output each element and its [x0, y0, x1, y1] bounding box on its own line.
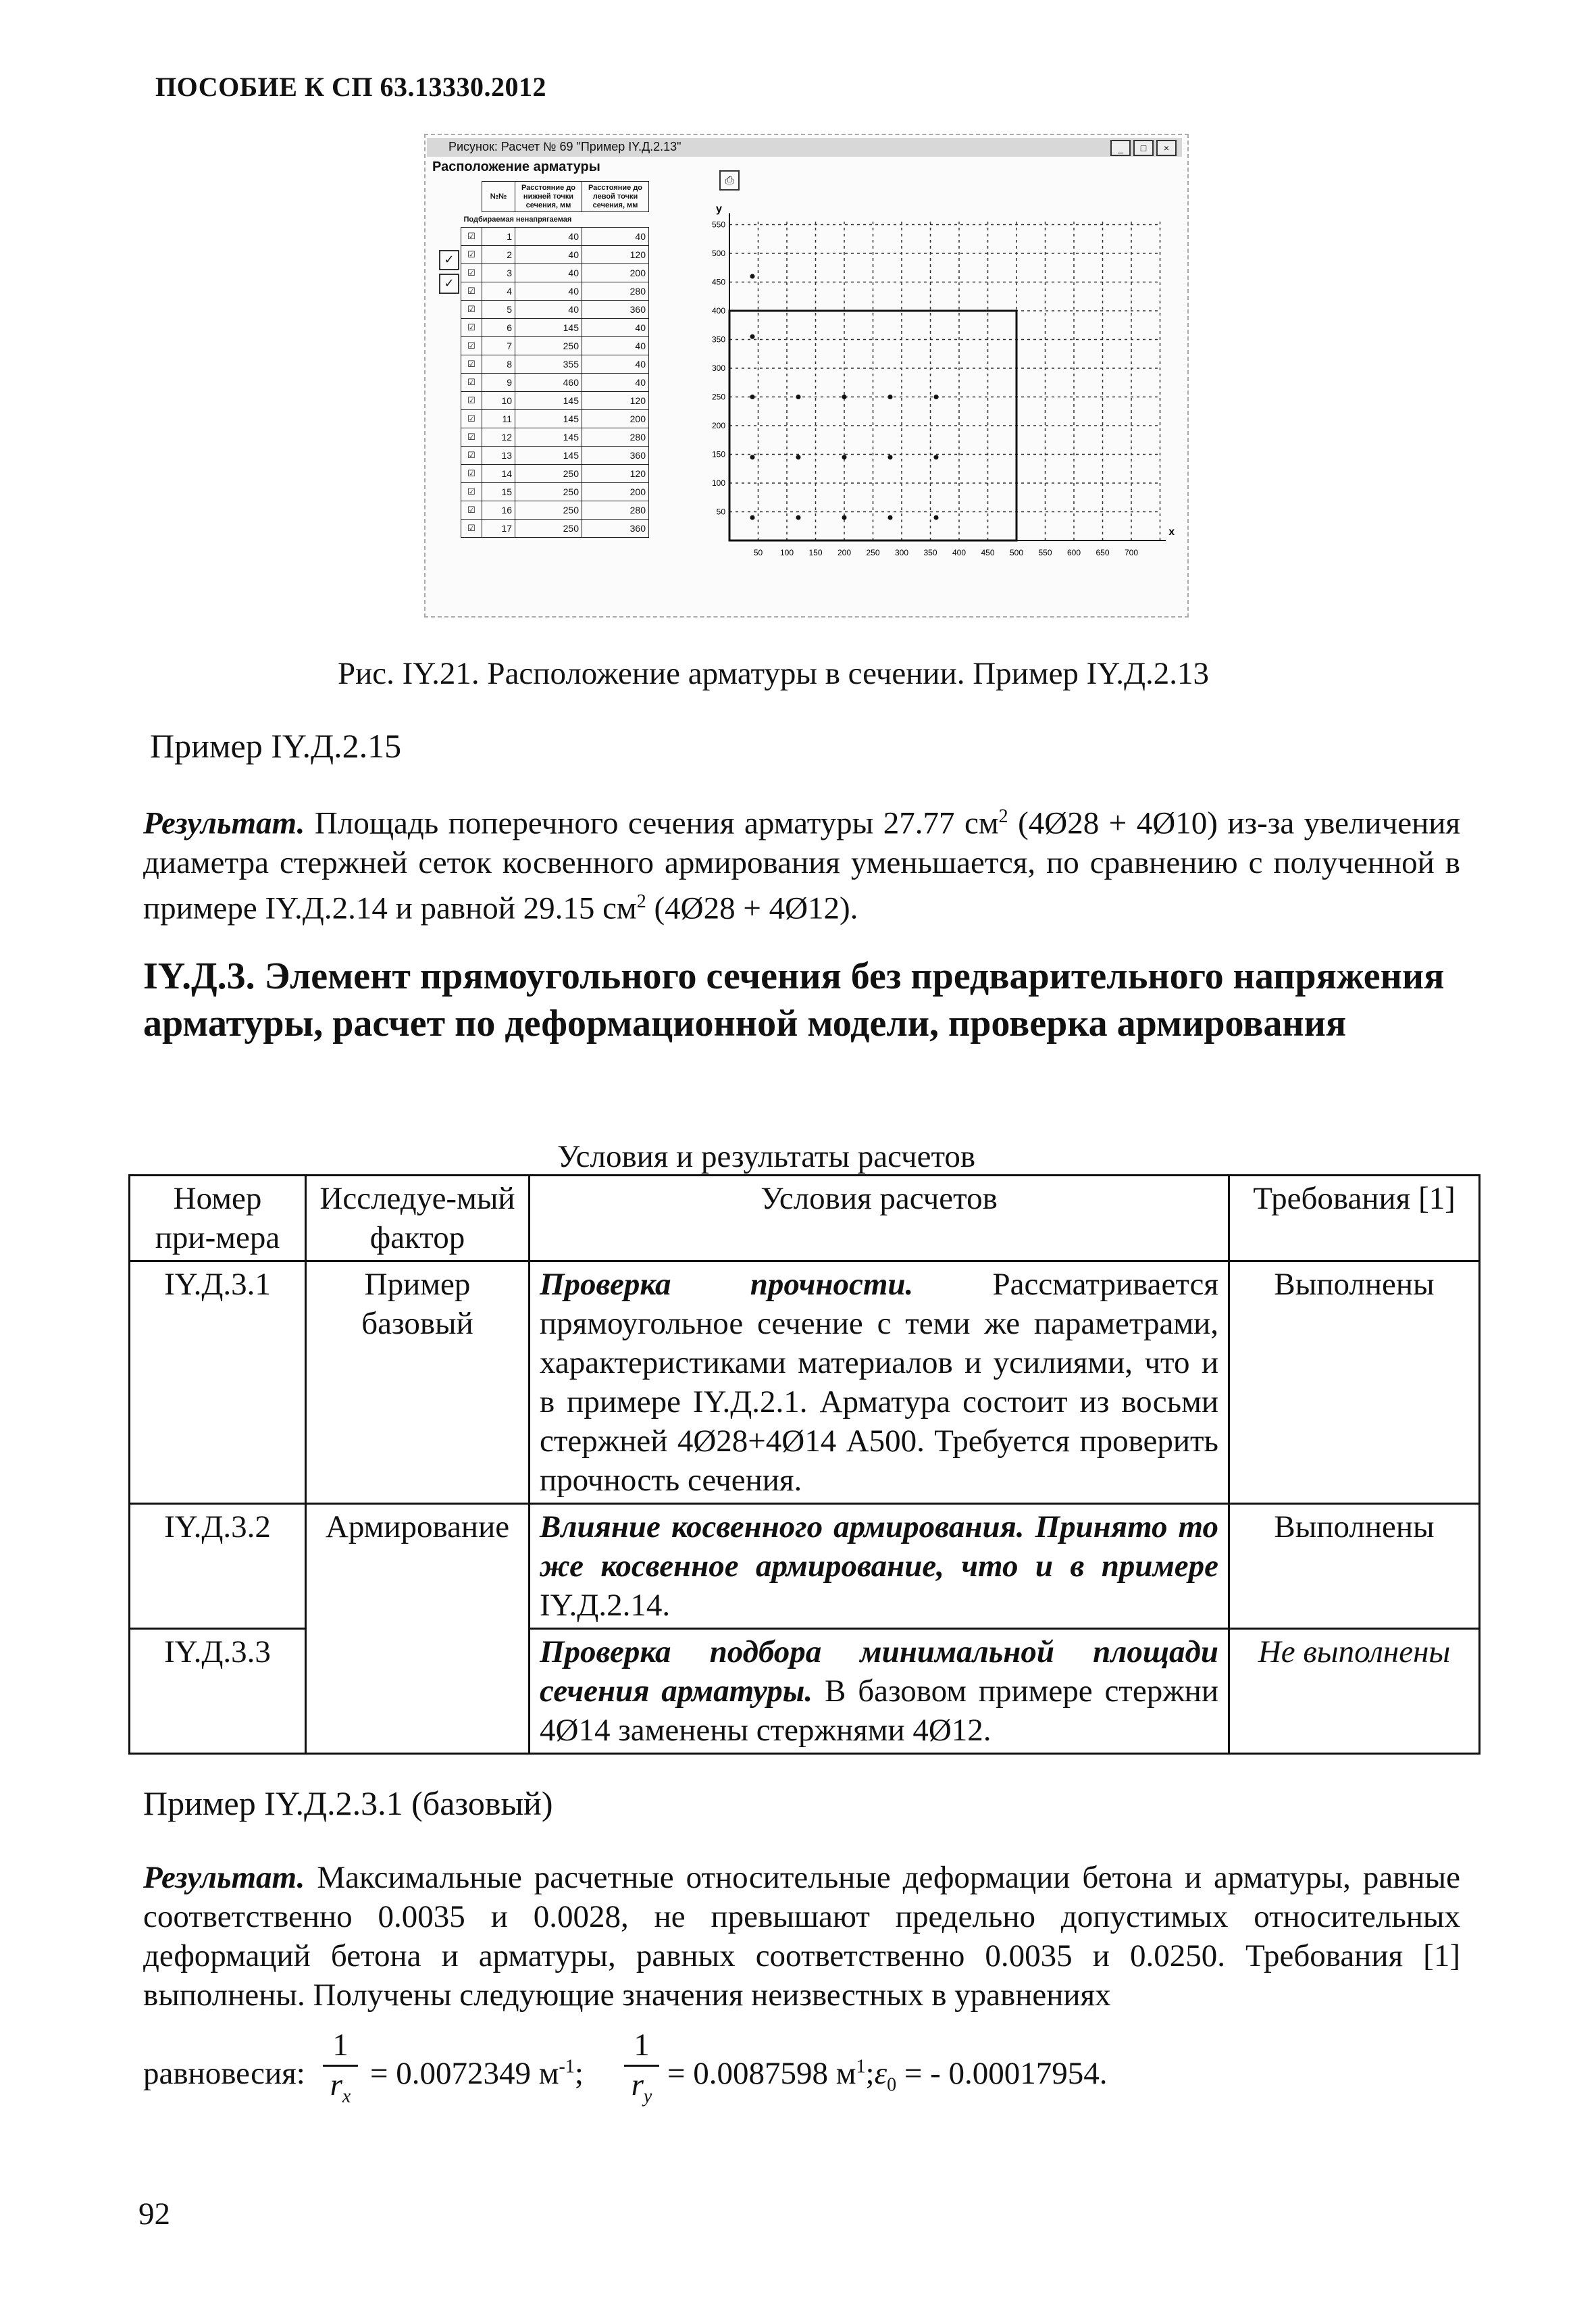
fraction-bar: [323, 2065, 358, 2107]
fraction-2: [624, 2027, 659, 2107]
value-text: = 0.0087598 м: [667, 2056, 856, 2091]
row-number: IY.Д.3.2: [130, 1504, 306, 1629]
x-tick-label: 250: [866, 548, 880, 557]
table-row: [130, 1261, 1480, 1504]
row-checkbox[interactable]: ☑: [461, 246, 482, 264]
table-row: [461, 465, 649, 483]
equation-value-1: [370, 2055, 584, 2092]
row-num: 12: [482, 428, 515, 447]
rebar-point: [934, 455, 939, 459]
row-y[interactable]: 200: [582, 410, 649, 428]
table-row: [461, 246, 649, 264]
rebar-point: [750, 274, 755, 279]
page-number: 92: [138, 2196, 170, 2232]
row-x[interactable]: 250: [515, 465, 582, 483]
row-y[interactable]: 360: [582, 301, 649, 319]
x-tick-label: 550: [1038, 548, 1052, 557]
superscript: 2: [998, 806, 1008, 827]
row-num: 7: [482, 337, 515, 355]
row-x[interactable]: 40: [515, 246, 582, 264]
y-tick-label: 250: [711, 392, 725, 402]
row-y[interactable]: 40: [582, 228, 649, 246]
row-y[interactable]: 200: [582, 483, 649, 501]
x-tick-label: 450: [981, 548, 995, 557]
y-tick-label: 150: [711, 449, 725, 459]
result-text: Максимальные расчетные относительные деформации бетона и арматуры, равные соответственно 0.0035 и 0.0028, не превышают предельно допустимых относительных деформаций бетона и арматуры, равных соответственно 0.0035 и 0.0250. Требования [1] выполнены. Получены следующие значения неизвестных в уравнениях: [143, 1860, 1460, 2013]
conditions-title: Условия и результаты расчетов: [557, 1139, 976, 1174]
row-checkbox[interactable]: ☑: [461, 465, 482, 483]
rebar-point: [842, 515, 847, 520]
window-titlebar: [427, 138, 1182, 157]
plot-labels: [712, 203, 1175, 557]
row-x[interactable]: 355: [515, 355, 582, 374]
y-tick-label: 50: [716, 507, 725, 517]
x-tick-label: 150: [808, 548, 823, 557]
y-tick-label: 100: [711, 478, 725, 488]
subscript: 0: [887, 2074, 897, 2096]
table-row: [130, 1504, 1480, 1629]
row-y[interactable]: 280: [582, 501, 649, 520]
y-tick-label: 550: [711, 220, 725, 230]
x-tick-label: 50: [753, 548, 763, 557]
row-num: 4: [482, 282, 515, 301]
equation-prefix: равновесия:: [143, 2056, 305, 2091]
row-x[interactable]: 40: [515, 228, 582, 246]
window-controls: [1110, 140, 1177, 156]
separator: ;: [574, 2056, 584, 2091]
numerator: 1: [332, 2028, 349, 2063]
cell-text: IY.Д.2.14.: [540, 1588, 671, 1623]
row-num: 2: [482, 246, 515, 264]
row-x[interactable]: 40: [515, 282, 582, 301]
rebar-point: [842, 455, 847, 459]
superscript: -1: [559, 2056, 575, 2078]
bold-lead: Проверка подбора минимальной площади сечения арматуры.: [540, 1634, 1218, 1709]
result-label: Результат.: [143, 1860, 305, 1895]
row-checkbox[interactable]: ☑: [461, 337, 482, 355]
row-checkbox[interactable]: ☑: [461, 374, 482, 392]
y-tick-label: 400: [711, 306, 725, 316]
window-title: Рисунок: Расчет № 69 "Пример IY.Д.2.13": [448, 140, 681, 153]
row-checkbox[interactable]: ☑: [461, 410, 482, 428]
row-requirement: Выполнены: [1229, 1504, 1480, 1629]
row-x[interactable]: 145: [515, 319, 582, 337]
rebar-point: [750, 455, 755, 459]
table-row: [461, 520, 649, 538]
table-row: [461, 374, 649, 392]
row-num: 10: [482, 392, 515, 410]
result-text-b: (4Ø28 + 4Ø10) из-за увеличения диаметра стержней сеток косвенного армирования уменьшается, по сравнению с полученной в примере IY.Д.2.14 и равной 29.15 см: [143, 805, 1460, 926]
y-tick-label: 350: [711, 334, 725, 345]
group-label: Подбираемая ненапрягаемая: [463, 215, 572, 224]
row-num: 8: [482, 355, 515, 374]
superscript: 1: [856, 2056, 866, 2078]
rebar-point: [934, 515, 939, 520]
table-row: [461, 319, 649, 337]
x-tick-label: 100: [779, 548, 794, 557]
row-num: 16: [482, 501, 515, 520]
row-y[interactable]: 120: [582, 392, 649, 410]
result-paragraph-215: [143, 797, 1460, 928]
fraction-1: [323, 2027, 358, 2107]
row-num: 15: [482, 483, 515, 501]
rebar-point: [750, 334, 755, 339]
row-num: 17: [482, 520, 515, 538]
value-text: = - 0.00017954.: [896, 2056, 1108, 2091]
rebar-plot: [702, 196, 1182, 574]
row-x[interactable]: 460: [515, 374, 582, 392]
row-requirement: Выполнены: [1229, 1261, 1480, 1504]
row-number: IY.Д.3.3: [130, 1629, 306, 1754]
row-x[interactable]: 145: [515, 392, 582, 410]
header-number: Номер при-мера: [130, 1176, 306, 1261]
example-heading-2231: Пример IY.Д.2.3.1 (базовый): [143, 1784, 553, 1822]
row-y[interactable]: 200: [582, 264, 649, 282]
x-tick-label: 650: [1096, 548, 1110, 557]
table-row: [461, 264, 649, 282]
table-row: [461, 501, 649, 520]
table-row: [461, 228, 649, 246]
rebar-table: [461, 181, 649, 538]
row-y[interactable]: 280: [582, 282, 649, 301]
table-row: [461, 301, 649, 319]
row-y[interactable]: 40: [582, 374, 649, 392]
cell-text: В базовом примере стержни 4Ø14 заменены стержнями 4Ø12.: [540, 1674, 1218, 1748]
row-checkbox[interactable]: ☑: [461, 392, 482, 410]
row-num: 14: [482, 465, 515, 483]
section-title: IY.Д.3. Элемент прямоугольного сечения без предварительного напряжения арматуры, расчет по деформационной модели, проверка армирования: [143, 955, 1445, 1045]
rebar-point: [796, 395, 801, 399]
col-x-header: Расстояние до нижней точки сечения, мм: [515, 182, 582, 212]
header-conditions: Условия расчетов: [530, 1176, 1229, 1261]
subscript: x: [342, 2086, 351, 2107]
rebar-point: [750, 515, 755, 520]
table-row: [461, 282, 649, 301]
row-y[interactable]: 40: [582, 319, 649, 337]
row-requirement: Не выполнены: [1229, 1629, 1480, 1754]
conditions-table: [128, 1174, 1481, 1755]
row-x[interactable]: 40: [515, 301, 582, 319]
table-row: [461, 428, 649, 447]
row-checkbox[interactable]: ☑: [461, 447, 482, 465]
x-tick-label: 500: [1009, 548, 1024, 557]
x-tick-label: 700: [1124, 548, 1139, 557]
row-checkbox[interactable]: ☑: [461, 483, 482, 501]
col-y-header: Расстояние до левой точки сечения, мм: [582, 182, 649, 212]
close-icon[interactable]: ×: [1156, 140, 1177, 156]
table-header-row: [130, 1176, 1480, 1261]
rebar-point: [796, 455, 801, 459]
row-checkbox[interactable]: ☑: [461, 520, 482, 538]
table-row: [461, 410, 649, 428]
table-row: [461, 447, 649, 465]
row-checkbox[interactable]: ☑: [461, 355, 482, 374]
row-y[interactable]: 280: [582, 428, 649, 447]
numerator: 1: [634, 2028, 650, 2063]
check-icon[interactable]: ✓: [439, 250, 459, 270]
row-x[interactable]: 250: [515, 501, 582, 520]
row-x[interactable]: 250: [515, 520, 582, 538]
separator: ;: [865, 2056, 875, 2091]
table-row: [461, 392, 649, 410]
panel-title: Расположение арматуры: [432, 159, 600, 174]
fraction-bar: [624, 2065, 659, 2107]
row-num: 5: [482, 301, 515, 319]
denominator: r: [631, 2067, 644, 2103]
subscript: y: [643, 2086, 652, 2107]
row-conditions: [530, 1504, 1229, 1629]
table-row: [461, 337, 649, 355]
y-tick-label: 500: [711, 249, 725, 258]
rebar-point: [934, 395, 939, 399]
table-row: [461, 355, 649, 374]
maximize-icon[interactable]: □: [1133, 140, 1154, 156]
check-icon[interactable]: ✓: [439, 274, 459, 294]
rebar-point: [888, 515, 893, 520]
row-y[interactable]: 120: [582, 465, 649, 483]
row-checkbox[interactable]: ☑: [461, 228, 482, 246]
example-heading-215: Пример IY.Д.2.15: [150, 727, 402, 765]
rebar-point: [888, 395, 893, 399]
minimize-icon[interactable]: _: [1110, 140, 1131, 156]
rebar-point: [888, 455, 893, 459]
cell-text: Рассматривается прямоугольное сечение с теми же параметрами, характеристиками материалов и усилиями, что и в примере IY.Д.2.1. Арматура состоит из восьми стержней 4Ø28+4Ø14 А500. Требуется проверить прочность сечения.: [540, 1267, 1218, 1498]
x-axis-label: x: [1168, 526, 1175, 538]
row-checkbox[interactable]: ☑: [461, 428, 482, 447]
y-axis-label: y: [716, 203, 722, 215]
row-y[interactable]: 120: [582, 246, 649, 264]
x-tick-label: 200: [837, 548, 852, 557]
figure-caption: Рис. IY.21. Расположение арматуры в сечении. Пример IY.Д.2.13: [338, 656, 1210, 691]
superscript: 2: [636, 890, 646, 912]
row-num: 1: [482, 228, 515, 246]
header-factor: Исследуе-мый фактор: [306, 1176, 530, 1261]
x-tick-label: 400: [952, 548, 967, 557]
rebar-point: [750, 395, 755, 399]
bold-lead: Проверка прочности.: [540, 1267, 914, 1302]
value-text: = 0.0072349 м: [370, 2056, 559, 2091]
epsilon: ε: [874, 2056, 887, 2091]
result-paragraph-2231: [143, 1858, 1460, 2015]
row-num: 11: [482, 410, 515, 428]
row-checkbox[interactable]: ☑: [461, 319, 482, 337]
row-x[interactable]: 145: [515, 428, 582, 447]
row-x[interactable]: 250: [515, 337, 582, 355]
row-x[interactable]: 250: [515, 483, 582, 501]
equation-value-2: [667, 2055, 1108, 2096]
result-text-a: Площадь поперечного сечения арматуры 27.77 см: [305, 805, 999, 841]
row-num: 6: [482, 319, 515, 337]
row-checkbox[interactable]: ☑: [461, 264, 482, 282]
row-checkbox[interactable]: ☑: [461, 501, 482, 520]
x-tick-label: 300: [894, 548, 909, 557]
y-tick-label: 200: [711, 421, 725, 430]
row-y[interactable]: 40: [582, 355, 649, 374]
italic-text: Принято то же косвенное армирование, что и в примере: [540, 1509, 1218, 1584]
row-num: 3: [482, 264, 515, 282]
y-tick-label: 450: [711, 277, 725, 287]
row-conditions: [530, 1629, 1229, 1754]
blank-header: [461, 182, 482, 212]
row-num: 9: [482, 374, 515, 392]
equation-line: [143, 2027, 1426, 2115]
row-x[interactable]: 40: [515, 264, 582, 282]
rebar-point: [842, 395, 847, 399]
row-y[interactable]: 360: [582, 520, 649, 538]
row-y[interactable]: 360: [582, 447, 649, 465]
row-conditions: [530, 1261, 1229, 1504]
rebar-point: [796, 515, 801, 520]
x-tick-label: 600: [1066, 548, 1081, 557]
table-row: [461, 483, 649, 501]
row-factor: Пример базовый: [306, 1261, 530, 1504]
page-header: ПОСОБИЕ К СП 63.13330.2012: [155, 72, 546, 102]
row-y[interactable]: 40: [582, 337, 649, 355]
result-text-c: (4Ø28 + 4Ø12).: [646, 890, 858, 926]
col-num-header: №№: [482, 182, 515, 212]
y-tick-label: 300: [711, 363, 725, 373]
denominator: r: [330, 2067, 342, 2103]
row-number: IY.Д.3.1: [130, 1261, 306, 1504]
result-label: Результат.: [143, 805, 305, 841]
header-requirements: Требования [1]: [1229, 1176, 1480, 1261]
print-icon[interactable]: ⎙: [719, 170, 740, 191]
x-tick-label: 350: [923, 548, 937, 557]
plot-grid: [729, 213, 1166, 541]
row-x[interactable]: 145: [515, 447, 582, 465]
row-checkbox[interactable]: ☑: [461, 301, 482, 319]
row-num: 13: [482, 447, 515, 465]
row-x[interactable]: 145: [515, 410, 582, 428]
bold-lead: Влияние косвенного армирования.: [540, 1509, 1025, 1544]
row-checkbox[interactable]: ☑: [461, 282, 482, 301]
row-factor: Армирование: [306, 1504, 530, 1754]
